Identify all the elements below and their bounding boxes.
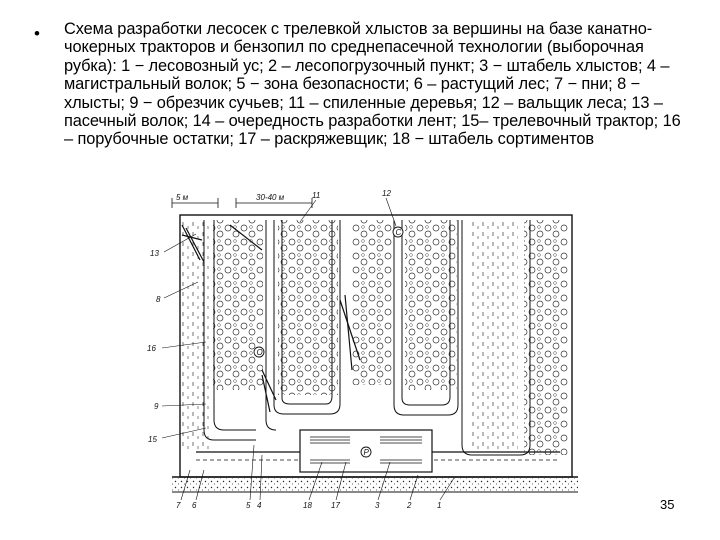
slide-caption: Схема разработки лесосек с трелевкой хлыстов за вершины на базе канатно-чокерных тракторов и бензопил по среднепасечной технологии (выборочная рубка): 1 − лесовозный ус; 2 – лесопогрузочный пункт; 3 − штабель хлыстов; 4 – магистральный волок; 5 − зона безопасности; 6 – растущий лес; 7 − пни; 8 − хлысты; 9 − обрезчик сучьев; 11 – спиленные деревья; 12 – вальщик леса; 13 – пасечный волок; 14 – очередность разработки лент; 15– трелевочный трактор; 16 – порубочные остатки; 17 – раскряжевщик; 18 − штабель сортиментов <box>64 20 681 149</box>
callout-11: 11 <box>312 191 321 200</box>
callout-2: 2 <box>407 501 412 510</box>
callout-15: 15 <box>148 435 157 444</box>
strip-forest-3 <box>352 220 392 385</box>
feller-marker-label: С <box>395 228 402 237</box>
strip-forest-2 <box>278 220 338 395</box>
dimension-label-left: 5 м <box>176 193 189 202</box>
callout-5: 5 <box>246 501 251 510</box>
page-number: 35 <box>660 497 675 512</box>
dimension-lines <box>172 198 312 208</box>
bucker-marker-label: Р <box>363 448 369 457</box>
strip-felled-1 <box>182 220 210 450</box>
callout-1: 1 <box>437 501 442 510</box>
callout-6: 6 <box>192 501 197 510</box>
callout-16: 16 <box>147 344 156 353</box>
callout-13: 13 <box>150 249 159 258</box>
bullet-marker: • <box>34 24 40 43</box>
strip-forest-4 <box>405 220 457 390</box>
dimension-label-top: 30-40 м <box>256 193 285 202</box>
callout-3: 3 <box>375 501 380 510</box>
delimber-marker-label: О <box>256 348 263 357</box>
strip-forest-5 <box>524 220 568 455</box>
road-strip <box>172 478 578 492</box>
callout-8: 8 <box>156 295 161 304</box>
callout-17: 17 <box>331 501 340 510</box>
callout-9: 9 <box>154 402 159 411</box>
callout-4: 4 <box>257 501 262 510</box>
callout-12: 12 <box>382 189 391 198</box>
strip-felled-2 <box>470 220 518 450</box>
callout-7: 7 <box>176 501 181 510</box>
callout-18: 18 <box>303 501 312 510</box>
